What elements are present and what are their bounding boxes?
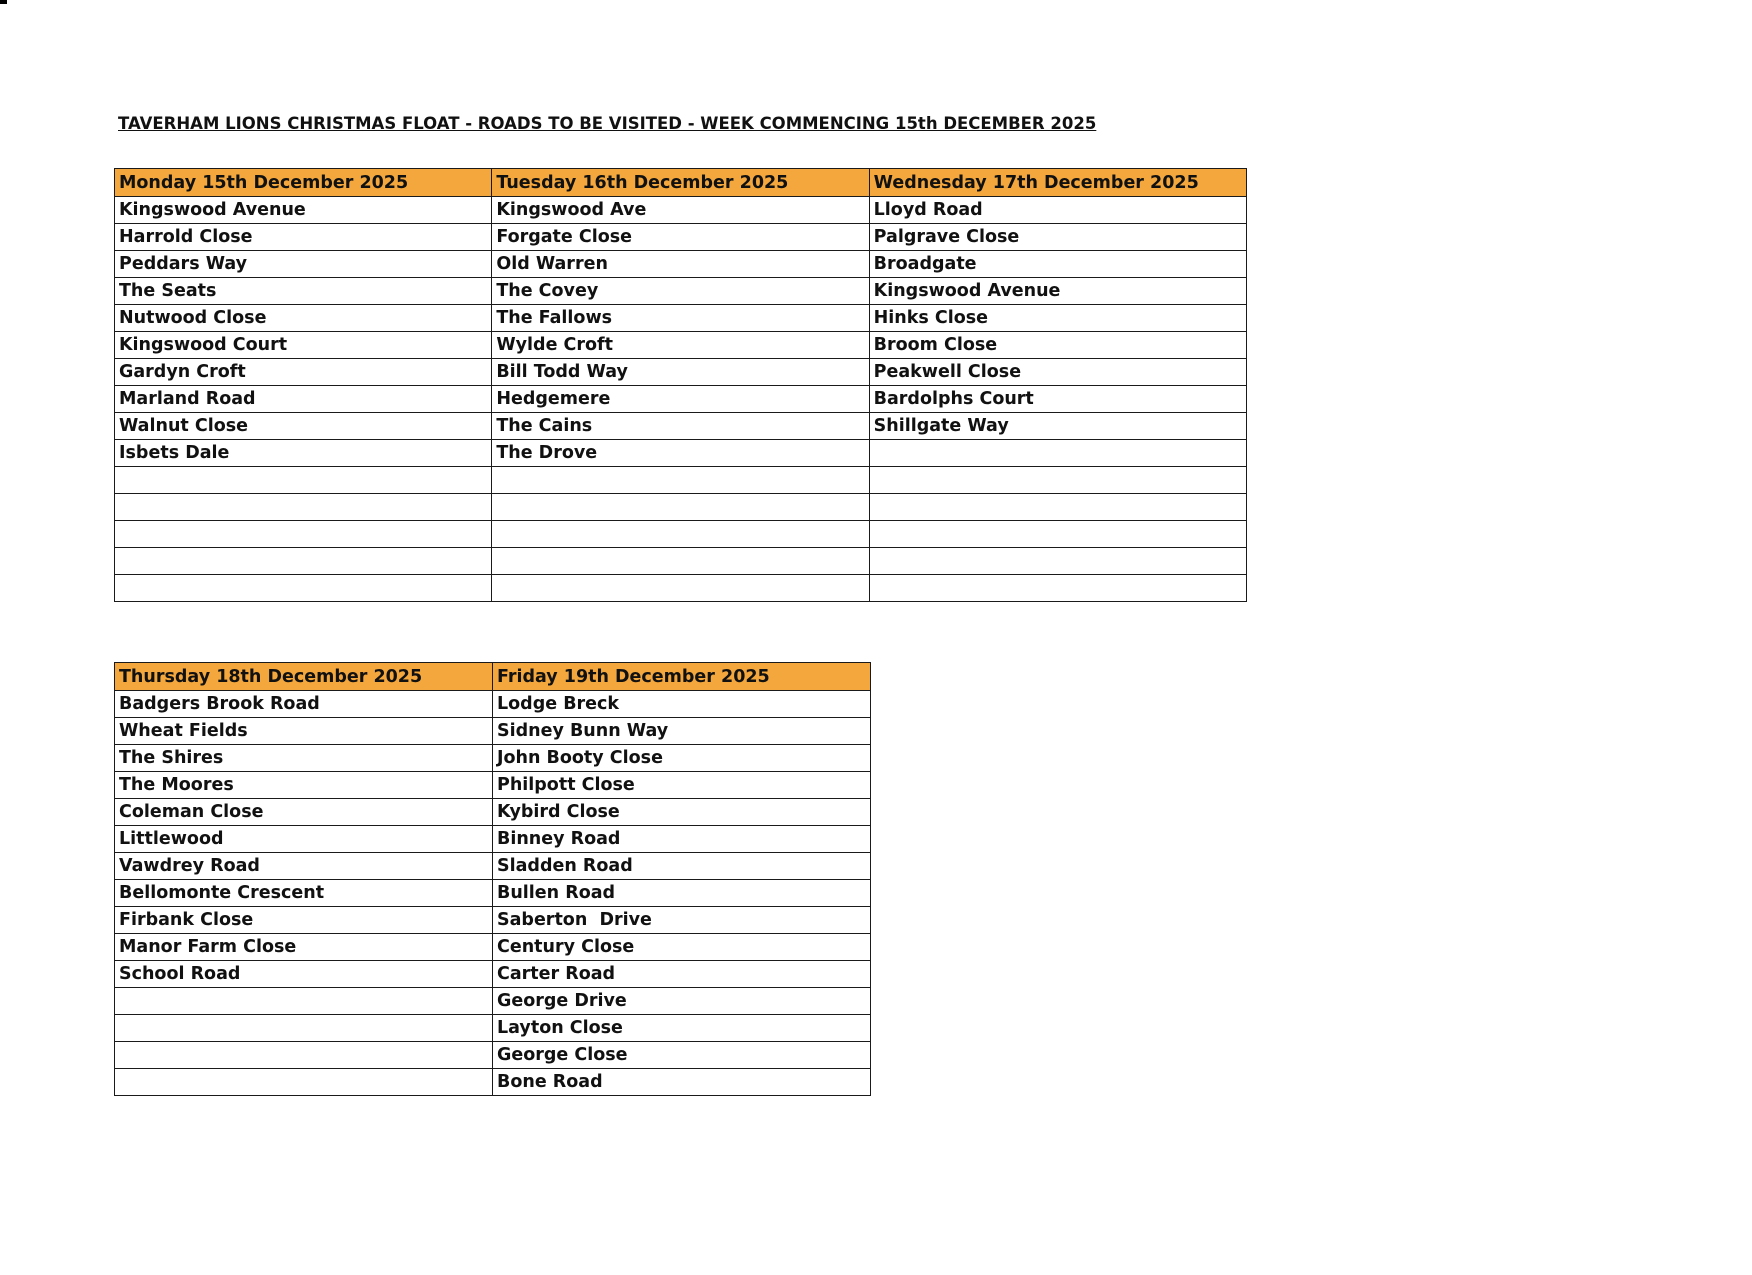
table-cell: Sladden Road: [493, 853, 871, 880]
table-cell: Bellomonte Crescent: [115, 880, 493, 907]
table-row: [115, 907, 871, 934]
table-cell: [492, 467, 869, 494]
table-cell: Harrold Close: [115, 224, 492, 251]
table-cell: Vawdrey Road: [115, 853, 493, 880]
header-friday: Friday 19th December 2025: [493, 663, 871, 691]
table-header-row: [115, 169, 1247, 197]
table-cell: Peddars Way: [115, 251, 492, 278]
table-row: [115, 826, 871, 853]
table-cell: [869, 440, 1246, 467]
table-row: [115, 467, 1247, 494]
scan-corner-mark: [0, 0, 7, 4]
table-cell: Philpott Close: [493, 772, 871, 799]
table-cell: Firbank Close: [115, 907, 493, 934]
table-cell: The Seats: [115, 278, 492, 305]
table-cell: Peakwell Close: [869, 359, 1246, 386]
table-row: [115, 251, 1247, 278]
table-row: [115, 197, 1247, 224]
header-wednesday: Wednesday 17th December 2025: [869, 169, 1246, 197]
table-cell: [869, 575, 1246, 602]
table-cell: [869, 494, 1246, 521]
table-cell: [115, 1069, 493, 1096]
table-cell: Layton Close: [493, 1015, 871, 1042]
table-row: [115, 880, 871, 907]
table-row: [115, 772, 871, 799]
table-cell: The Shires: [115, 745, 493, 772]
table-row: [115, 494, 1247, 521]
table-cell: Bill Todd Way: [492, 359, 869, 386]
table-cell: The Moores: [115, 772, 493, 799]
table-cell: The Covey: [492, 278, 869, 305]
table-row: [115, 386, 1247, 413]
table-row: [115, 1069, 871, 1096]
table-row: [115, 961, 871, 988]
table-cell: Isbets Dale: [115, 440, 492, 467]
table-cell: Kingswood Ave: [492, 197, 869, 224]
table-row: [115, 799, 871, 826]
table-cell: [115, 988, 493, 1015]
table-cell: Palgrave Close: [869, 224, 1246, 251]
table-row: [115, 413, 1247, 440]
table-cell: Manor Farm Close: [115, 934, 493, 961]
table-cell: [492, 548, 869, 575]
table-cell: [115, 1042, 493, 1069]
table-cell: Walnut Close: [115, 413, 492, 440]
table-row: [115, 1042, 871, 1069]
table-cell: Century Close: [493, 934, 871, 961]
table-row: [115, 224, 1247, 251]
table-cell: [869, 548, 1246, 575]
table-cell: George Drive: [493, 988, 871, 1015]
table-cell: Saberton Drive: [493, 907, 871, 934]
table-row: [115, 305, 1247, 332]
roads-table-thu-fri: [114, 662, 871, 1096]
table-cell: Binney Road: [493, 826, 871, 853]
table-cell: John Booty Close: [493, 745, 871, 772]
table-cell: Kingswood Avenue: [869, 278, 1246, 305]
table-cell: Bardolphs Court: [869, 386, 1246, 413]
table-cell: Hinks Close: [869, 305, 1246, 332]
table-cell: Littlewood: [115, 826, 493, 853]
table-cell: School Road: [115, 961, 493, 988]
table-cell: Badgers Brook Road: [115, 691, 493, 718]
table-row: [115, 359, 1247, 386]
table-cell: [492, 575, 869, 602]
table-cell: Bullen Road: [493, 880, 871, 907]
table-cell: Gardyn Croft: [115, 359, 492, 386]
table-cell: Kingswood Court: [115, 332, 492, 359]
table-cell: Forgate Close: [492, 224, 869, 251]
table-cell: The Drove: [492, 440, 869, 467]
table-row: [115, 1015, 871, 1042]
table-cell: [115, 548, 492, 575]
table-cell: Wylde Croft: [492, 332, 869, 359]
table-cell: [115, 467, 492, 494]
table-cell: [869, 467, 1246, 494]
header-monday: Monday 15th December 2025: [115, 169, 492, 197]
table-cell: [869, 521, 1246, 548]
table-cell: The Fallows: [492, 305, 869, 332]
table-row: [115, 332, 1247, 359]
roads-table-mon-wed: [114, 168, 1247, 602]
table-row: [115, 745, 871, 772]
table-row: [115, 691, 871, 718]
table-row: [115, 278, 1247, 305]
table-cell: The Cains: [492, 413, 869, 440]
table-row: [115, 988, 871, 1015]
table-cell: Lloyd Road: [869, 197, 1246, 224]
table-cell: [115, 521, 492, 548]
table-cell: Coleman Close: [115, 799, 493, 826]
table-cell: Bone Road: [493, 1069, 871, 1096]
header-thursday: Thursday 18th December 2025: [115, 663, 493, 691]
table-cell: [492, 494, 869, 521]
table-row: [115, 934, 871, 961]
table-row: [115, 718, 871, 745]
table-cell: Old Warren: [492, 251, 869, 278]
table-header-row: [115, 663, 871, 691]
table-cell: Sidney Bunn Way: [493, 718, 871, 745]
table-cell: Nutwood Close: [115, 305, 492, 332]
table-cell: [115, 1015, 493, 1042]
table-cell: Hedgemere: [492, 386, 869, 413]
table-cell: Broadgate: [869, 251, 1246, 278]
header-tuesday: Tuesday 16th December 2025: [492, 169, 869, 197]
table-cell: Lodge Breck: [493, 691, 871, 718]
table-cell: Wheat Fields: [115, 718, 493, 745]
table-cell: Kingswood Avenue: [115, 197, 492, 224]
table-cell: [492, 521, 869, 548]
table-cell: Broom Close: [869, 332, 1246, 359]
table-row: [115, 548, 1247, 575]
document-title: TAVERHAM LIONS CHRISTMAS FLOAT - ROADS TO BE VISITED - WEEK COMMENCING 15th DECEMBER 2025: [118, 114, 1097, 133]
table-cell: Marland Road: [115, 386, 492, 413]
table-cell: Kybird Close: [493, 799, 871, 826]
table-cell: Shillgate Way: [869, 413, 1246, 440]
table-cell: [115, 494, 492, 521]
table-cell: George Close: [493, 1042, 871, 1069]
table-row: [115, 575, 1247, 602]
table-row: [115, 521, 1247, 548]
table-row: [115, 853, 871, 880]
table-cell: Carter Road: [493, 961, 871, 988]
table-row: [115, 440, 1247, 467]
table-cell: [115, 575, 492, 602]
